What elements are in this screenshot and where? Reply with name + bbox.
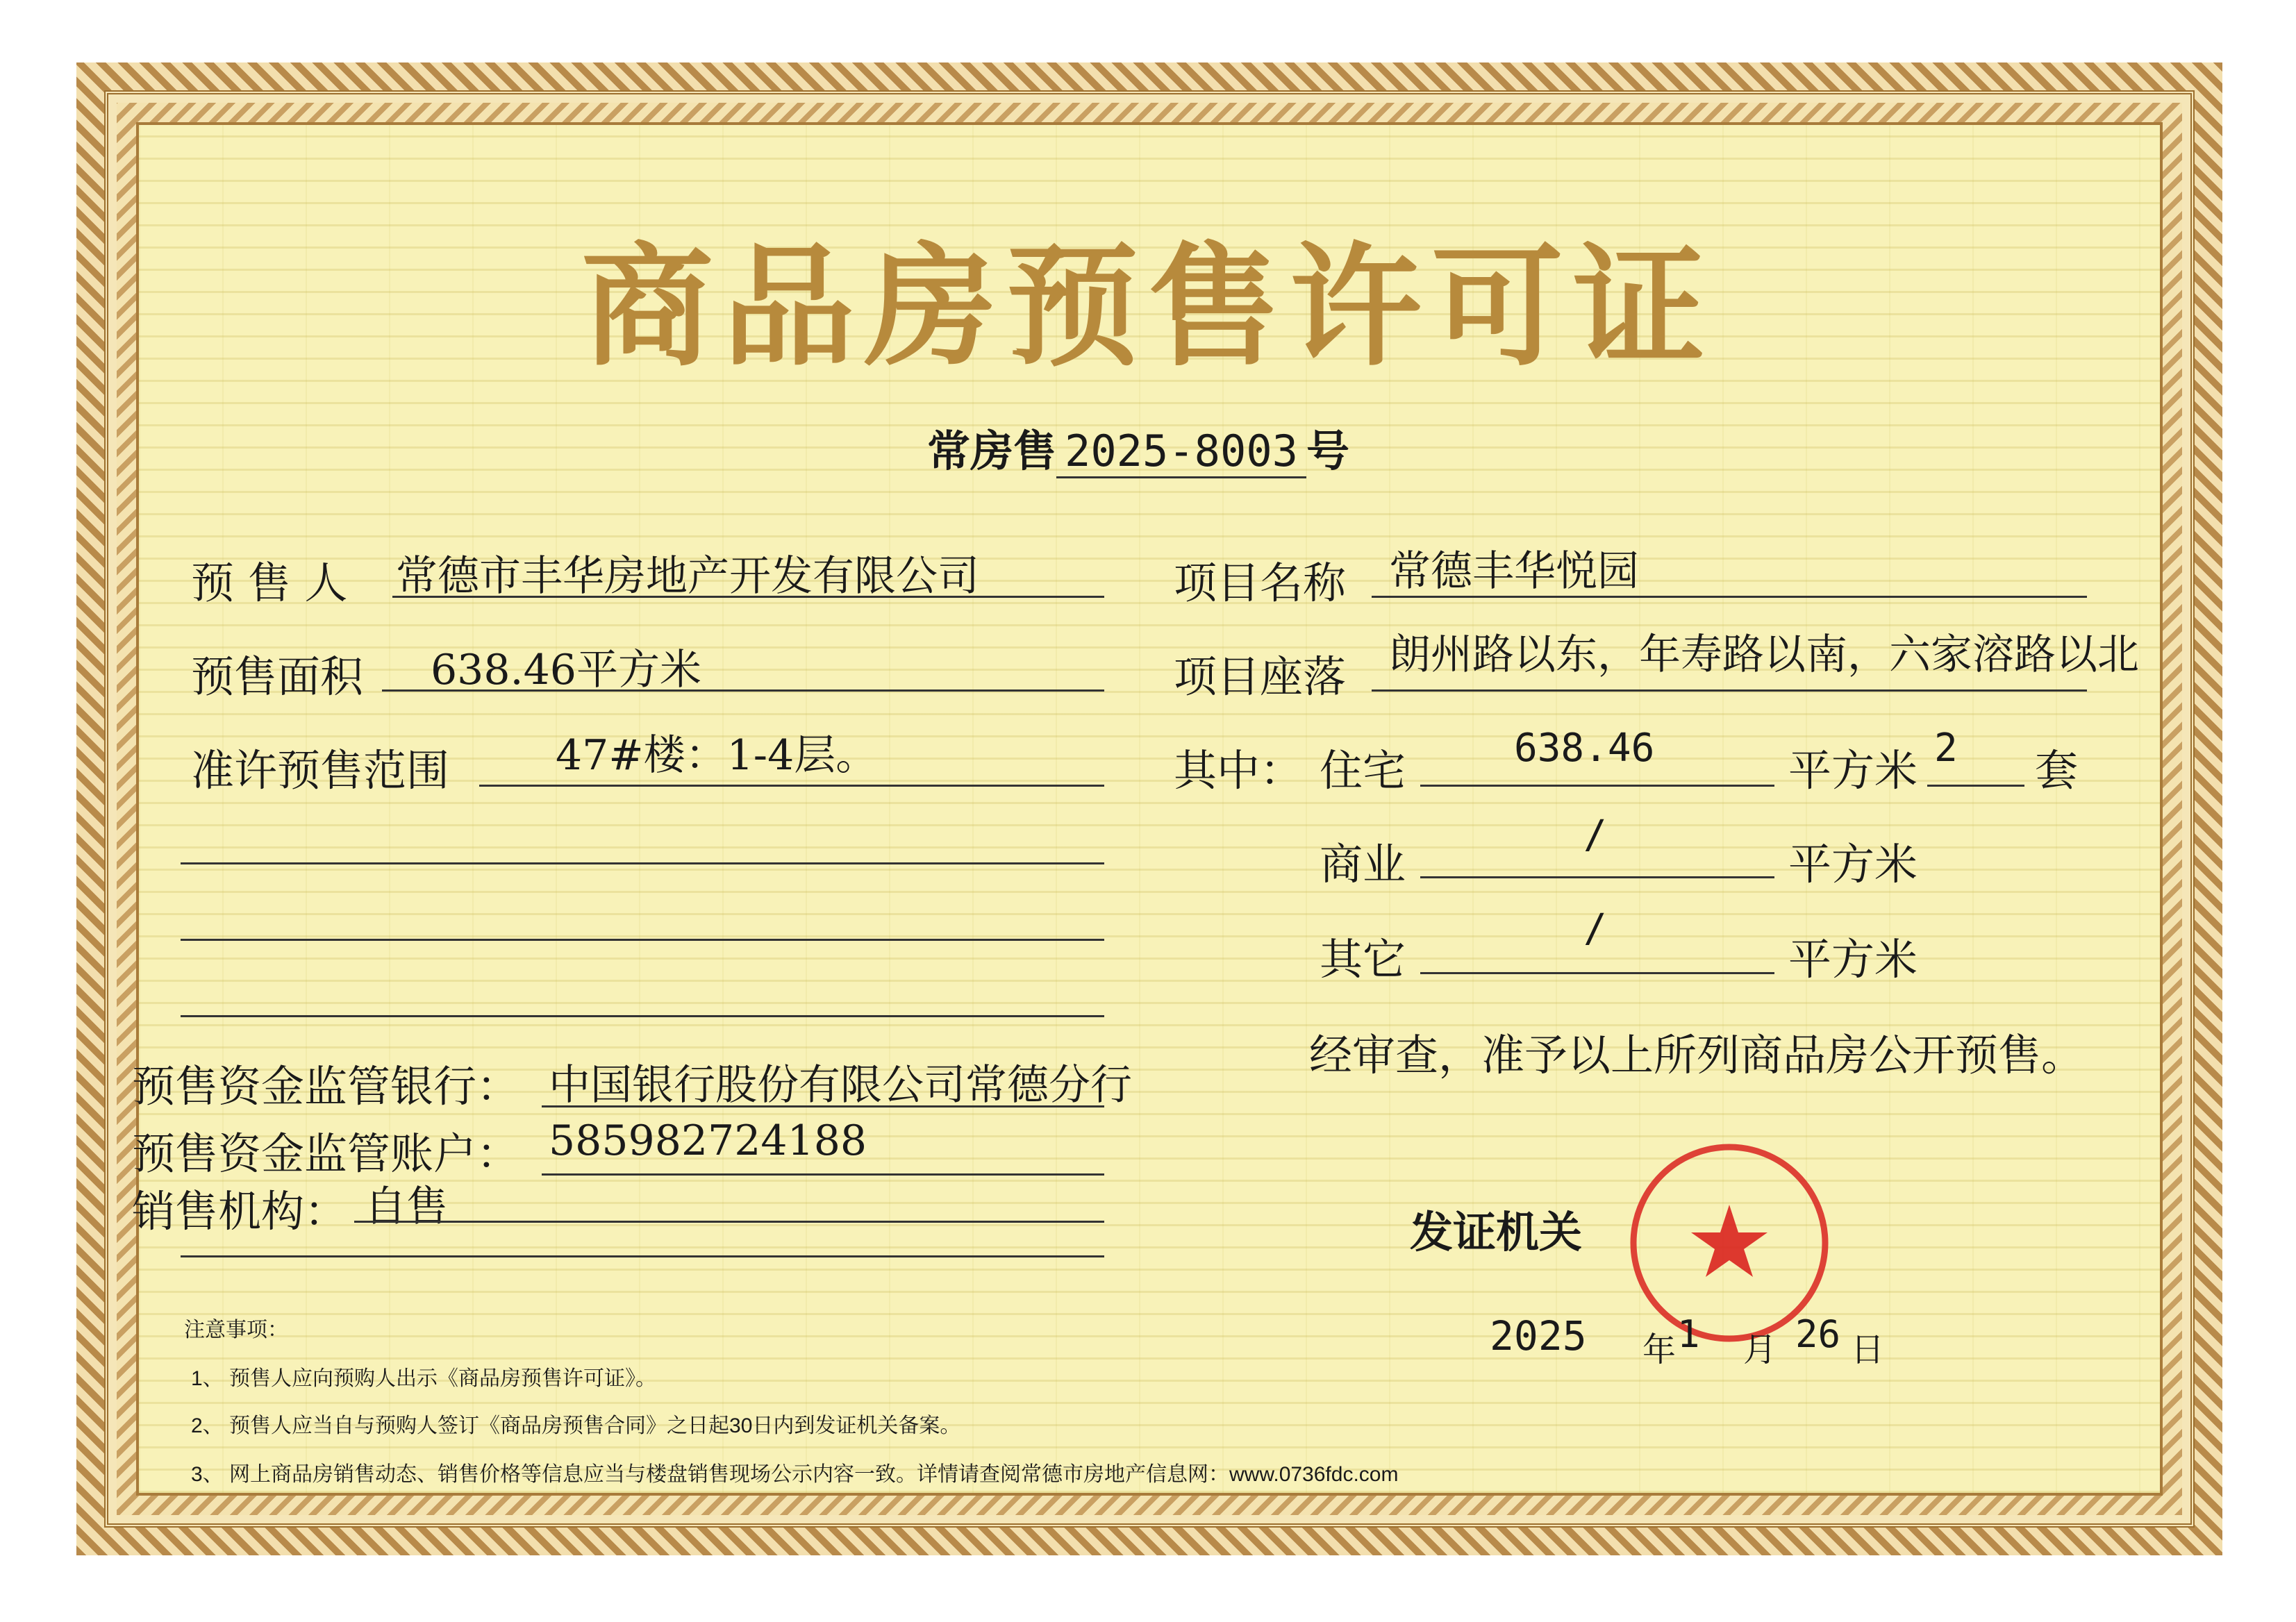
- issue-day-unit: 日: [1851, 1330, 1885, 1369]
- issue-day: 26: [1795, 1312, 1841, 1356]
- location-value: 朗州路以东，年寿路以南，六家溶路以北: [1389, 630, 2139, 679]
- certificate-number: [927, 417, 1349, 478]
- bank-label: 预售资金监管银行：: [132, 1061, 520, 1112]
- residential-area-underline: [1420, 785, 1774, 787]
- commercial-value: /: [1583, 812, 1607, 858]
- issue-year-unit: 年: [1642, 1330, 1677, 1369]
- seller-value: 常德市丰华房地产开发有限公司: [396, 552, 979, 601]
- residential-area-value: 638.46: [1514, 726, 1655, 771]
- issue-year: 2025: [1490, 1312, 1587, 1360]
- approval-text: 经审查，准予以上所列商品房公开预售。: [1309, 1030, 2085, 1080]
- scope-label: 准许预售范围: [191, 745, 450, 796]
- bank-value: 中国银行股份有限公司常德分行: [549, 1061, 1132, 1110]
- residential-count-value: 2: [1934, 726, 1958, 771]
- scope-underline: [479, 785, 1104, 787]
- number-suffix: 号: [1306, 426, 1350, 476]
- account-label: 预售资金监管账户：: [132, 1128, 520, 1179]
- seller-underline: [392, 596, 1104, 598]
- commercial-label: 商业: [1320, 839, 1406, 889]
- number-prefix: 常房售: [927, 426, 1057, 476]
- residential-unit-sets: 套: [2035, 745, 2079, 796]
- blank-line-3: [181, 1015, 1104, 1017]
- other-underline: [1420, 972, 1774, 974]
- note-item: 1、 预售人应向预购人出示《商品房预售许可证》。: [191, 1367, 657, 1390]
- certificate-title: 商品房预售许可证: [581, 231, 1715, 384]
- account-underline: [542, 1173, 1104, 1176]
- seal-star-icon: [1691, 1205, 1767, 1277]
- area-underline: [382, 689, 1104, 692]
- other-label: 其它: [1320, 934, 1406, 985]
- agency-label: 销售机构：: [132, 1186, 348, 1237]
- residential-label: 住宅: [1320, 745, 1406, 796]
- other-value: /: [1583, 906, 1607, 951]
- blank-line-1: [181, 862, 1104, 864]
- project-name-underline: [1372, 596, 2087, 598]
- notes-heading: 注意事项：: [184, 1319, 288, 1341]
- residential-unit-sqm: 平方米: [1788, 745, 1918, 796]
- location-underline: [1372, 689, 2087, 692]
- location-label: 项目座落: [1174, 651, 1347, 702]
- project-name-label: 项目名称: [1174, 558, 1347, 608]
- number-value: 2025-8003: [1056, 426, 1306, 478]
- agency-value: 自售: [365, 1182, 448, 1231]
- note-item: 3、 网上商品房销售动态、销售价格等信息应当与楼盘销售现场公示内容一致。详情请查阅常德市房地产信息网：www.0736fdc.com: [191, 1463, 1399, 1486]
- seller-label: 预 售 人: [191, 558, 348, 608]
- area-label: 预售面积: [191, 651, 364, 702]
- scope-value: 47#楼：1-4层。: [556, 731, 878, 780]
- issue-month: 1: [1677, 1312, 1700, 1356]
- agency-underline: [354, 1221, 1104, 1223]
- account-value: 585982724188: [549, 1117, 867, 1165]
- blank-line-4: [181, 1255, 1104, 1257]
- blank-line-2: [181, 939, 1104, 941]
- project-name-value: 常德丰华悦园: [1389, 547, 1639, 596]
- other-unit-sqm: 平方米: [1788, 934, 1918, 985]
- commercial-underline: [1420, 876, 1774, 878]
- area-value: 638.46平方米: [431, 646, 701, 694]
- commercial-unit-sqm: 平方米: [1788, 839, 1918, 889]
- of-which-label: 其中：: [1174, 745, 1304, 796]
- issuer-label: 发证机关: [1410, 1207, 1583, 1257]
- bank-underline: [542, 1105, 1104, 1107]
- issue-month-unit: 月: [1743, 1330, 1777, 1369]
- residential-count-underline: [1927, 785, 2024, 787]
- note-item: 2、 预售人应当自与预购人签订《商品房预售合同》之日起30日内到发证机关备案。: [191, 1414, 961, 1437]
